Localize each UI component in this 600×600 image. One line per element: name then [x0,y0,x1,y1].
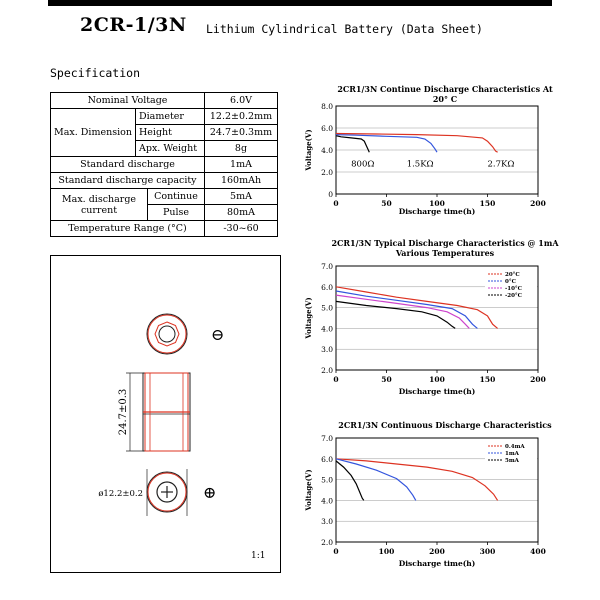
x-tick-label: 100 [429,375,445,384]
side-view [126,373,190,451]
height-dimension-label: 24.7±0.3 [118,388,129,436]
nominal-voltage-label: Nominal Voltage [51,93,205,109]
x-tick-label: 200 [429,547,445,556]
chart-3-title: 2CR1/3N Continuous Discharge Characteristics [338,420,552,430]
series-line-5mA [336,461,364,501]
table-row [51,93,278,109]
weight-label: Apx. Weight [136,141,205,157]
x-tick-label: 150 [479,199,496,208]
table-row [51,173,278,189]
continuous-discharge-chart [298,432,558,572]
legend-entry: 0.4mA [505,444,525,450]
specification-table [50,92,278,237]
legend-entry: 5mA [505,458,519,464]
x-tick-label: 200 [530,375,546,384]
legend-entry: 20°C [505,272,520,278]
series-line-1.5KΩ [336,135,437,153]
temperature-label: Temperature Range (°C) [51,221,205,237]
continue-value: 5mA [205,189,278,205]
height-label: Height [136,125,205,141]
legend-entry: 1mA [505,451,519,457]
y-tick-label: 0 [328,190,333,199]
standard-capacity-value: 160mAh [205,173,278,189]
document-title: 2CR-1/3N [80,14,187,36]
x-tick-label: 50 [381,199,392,208]
bottom-view-plus-end [147,469,187,516]
y-tick-label: 4.0 [321,496,333,506]
chart-2-title: 2CR1/3N Typical Discharge Characteristics @ 1mA Various Temperatures [331,238,559,258]
y-tick-label: 2.0 [321,366,333,375]
x-tick-label: 200 [530,199,546,208]
series-line--20°C [336,301,455,328]
temperature-value: -30~60 [205,221,278,237]
x-axis-label: Discharge time(h) [398,559,476,568]
mechanical-drawing-panel [50,255,281,573]
y-tick-label: 6.0 [321,282,333,292]
plus-terminal-icon: ⊕ [203,483,217,502]
y-tick-label: 6.0 [321,454,333,464]
curve-annotation: 800Ω [351,159,375,170]
table-row [51,189,278,205]
series-line-800Ω [336,136,369,153]
diameter-value: 12.2±0.2mm [205,109,278,125]
specification-heading: Specification [50,66,141,80]
y-tick-label: 2.0 [321,538,333,547]
max-dimension-label: Max. Dimension [51,109,136,157]
y-axis-label: Voltage(V) [304,129,313,171]
table-row [51,157,278,173]
y-tick-label: 3.0 [321,517,333,527]
pulse-label: Pulse [148,205,205,221]
standard-discharge-value: 1mA [205,157,278,173]
y-tick-label: 4.0 [321,146,333,155]
table-row [51,221,278,237]
nominal-voltage-value: 6.0V [205,93,278,109]
curve-annotation: 1.5KΩ [406,159,434,170]
y-tick-label: 2.0 [321,168,333,177]
x-tick-label: 0 [333,547,339,556]
x-axis-label: Discharge time(h) [398,207,476,216]
weight-value: 8g [205,141,278,157]
x-tick-label: 0 [333,375,339,384]
table-row [51,109,278,125]
continue-label: Continue [148,189,205,205]
mechanical-drawing [51,256,280,572]
chart-1-title: 2CR1/3N Continue Discharge Characteristics At 20° C [337,84,553,104]
curve-annotation: 2.7KΩ [487,159,515,170]
top-view-minus-end [147,314,187,354]
standard-capacity-label: Standard discharge capacity [51,173,205,189]
height-value: 24.7±0.3mm [205,125,278,141]
y-tick-label: 7.0 [321,262,333,271]
minus-terminal-icon: ⊖ [211,325,225,344]
y-axis-label: Voltage(V) [304,297,313,339]
y-tick-label: 8.0 [321,102,333,111]
legend-entry: 0°C [505,279,516,285]
x-tick-label: 50 [381,375,392,384]
diameter-label: Diameter [136,109,205,125]
document-subtitle: Lithium Cylindrical Battery (Data Sheet) [206,22,483,36]
y-tick-label: 7.0 [321,434,333,443]
pulse-value: 80mA [205,205,278,221]
legend-entry: -10°C [505,286,523,292]
y-tick-label: 6.0 [321,124,333,133]
legend-entry: -20°C [505,293,523,299]
y-tick-label: 4.0 [321,324,333,334]
x-tick-label: 100 [429,199,445,208]
x-tick-label: 400 [530,547,546,556]
x-tick-label: 0 [333,199,339,208]
diameter-dimension-label: ø12.2±0.2 [98,489,143,499]
y-tick-label: 5.0 [321,303,333,313]
temperature-discharge-chart [298,260,558,400]
standard-discharge-label: Standard discharge [51,157,205,173]
x-tick-label: 150 [479,375,496,384]
x-tick-label: 100 [378,547,395,556]
max-discharge-label: Max. discharge current [51,189,148,221]
scale-label: 1:1 [251,551,266,561]
y-tick-label: 5.0 [321,475,333,485]
series-line-2.7KΩ [336,134,498,153]
y-axis-label: Voltage(V) [304,469,313,511]
x-axis-label: Discharge time(h) [398,387,476,396]
header-rule [48,0,552,6]
continue-discharge-chart [298,100,558,218]
x-tick-label: 300 [479,547,496,556]
y-tick-label: 3.0 [321,345,333,355]
